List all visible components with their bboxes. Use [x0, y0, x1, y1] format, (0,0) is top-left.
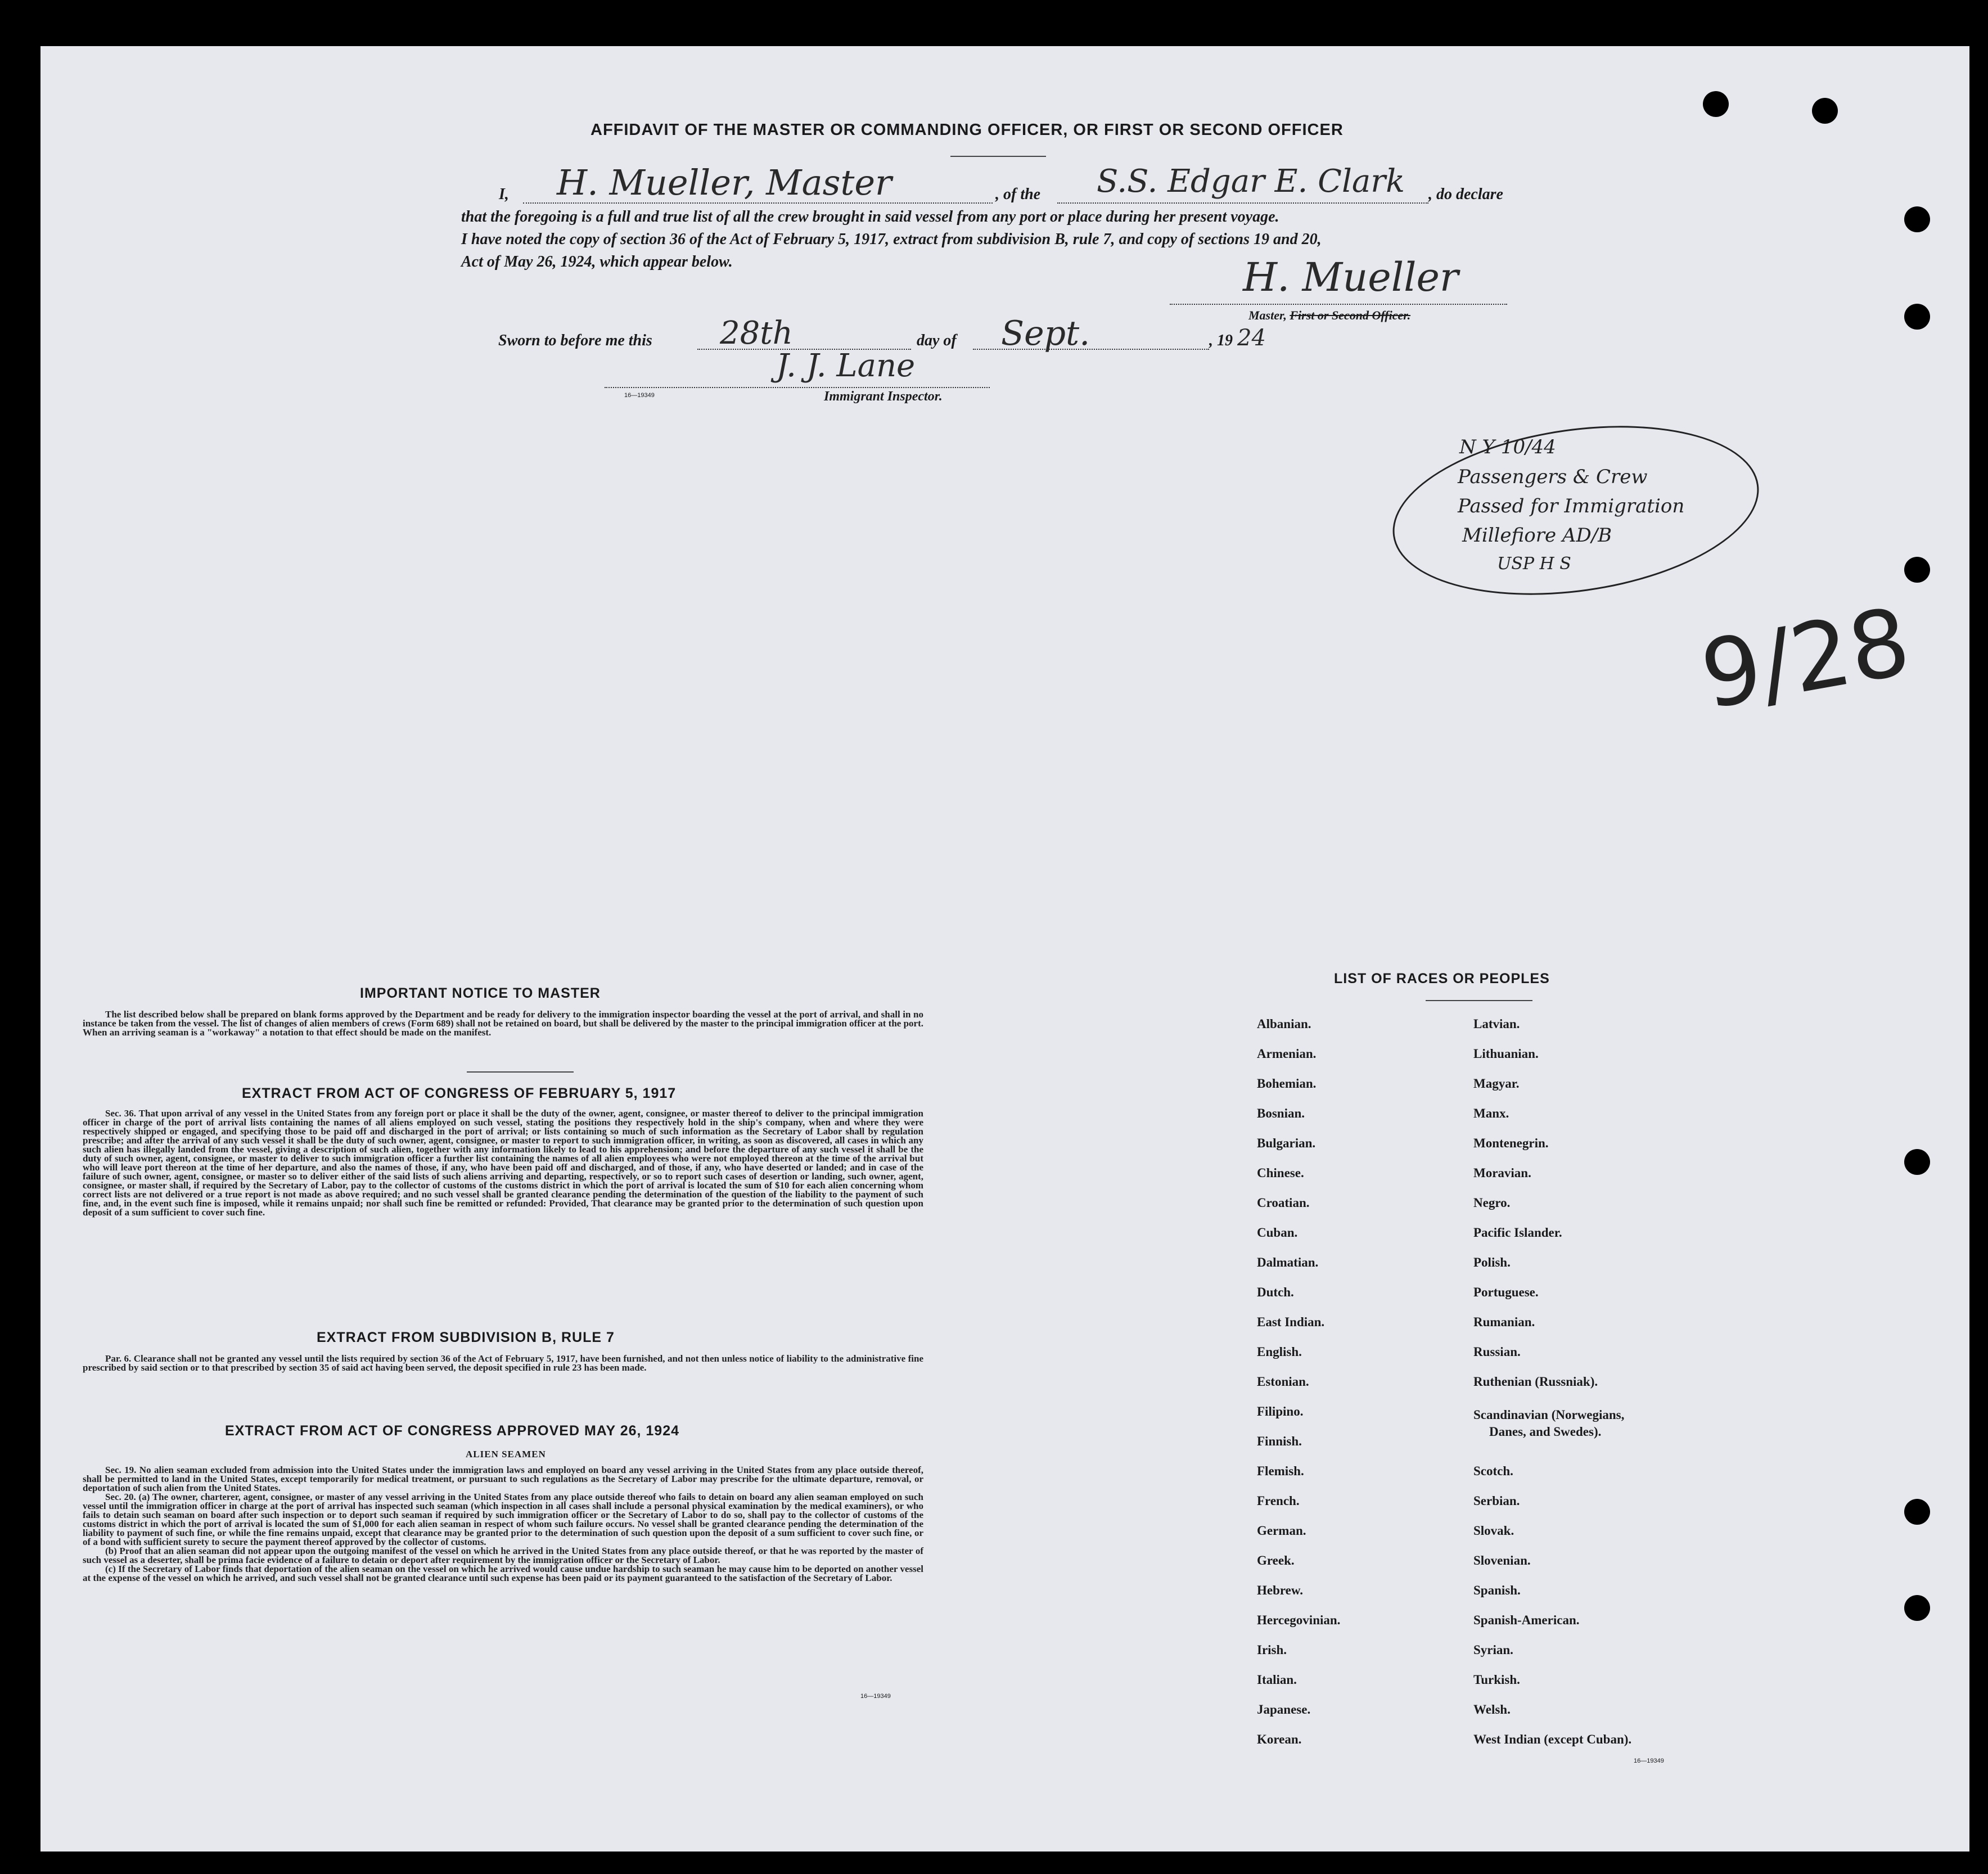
race-item: Portuguese.	[1473, 1285, 1539, 1299]
race-item: Turkish.	[1473, 1673, 1520, 1687]
i-label: I,	[499, 186, 509, 203]
race-item: Flemish.	[1257, 1464, 1304, 1478]
par-6-paragraph: Par. 6. Clearance shall not be granted any vessel until the lists required by section 36 of the Act of February 5, 1917, have been furnished, and not then unless notice of liability to the administrative fine prescribed by said section or to that prescribed by section 35 of said act having been served, the deposit specified in rule 23 has been made.	[83, 1353, 923, 1373]
form-number-top: 16—19349	[624, 392, 655, 399]
race-item: Japanese.	[1257, 1702, 1311, 1717]
year-handwriting: 24	[1237, 325, 1266, 351]
races-heading: LIST OF RACES OR PEOPLES	[1334, 971, 1550, 986]
inspector-line	[605, 387, 990, 388]
race-item: Danes, and Swedes).	[1489, 1425, 1602, 1439]
race-item: Finnish.	[1257, 1434, 1302, 1448]
race-item: Hebrew.	[1257, 1583, 1303, 1597]
extract-1917-heading: EXTRACT FROM ACT OF CONGRESS OF FEBRUARY 5, 1917	[242, 1085, 677, 1101]
signature-line	[1170, 304, 1507, 305]
race-item: Lithuanian.	[1473, 1047, 1539, 1061]
punch-hole	[1904, 304, 1930, 330]
race-item: Scotch.	[1473, 1464, 1513, 1478]
stamp-line-5: USP H S	[1497, 554, 1571, 574]
race-item: East Indian.	[1257, 1315, 1325, 1329]
race-item: Polish.	[1473, 1255, 1511, 1269]
subdivision-b-heading: EXTRACT FROM SUBDIVISION B, RULE 7	[317, 1330, 615, 1345]
races-divider	[1426, 1000, 1532, 1001]
signer-label-master: Master,	[1248, 308, 1287, 322]
race-item: German.	[1257, 1524, 1306, 1538]
section-20b-paragraph: (b) Proof that an alien seaman did not appear upon the outgoing manifest of the vessel on which he arrived in the United States from any place outside thereof, or that he was reported by the master of such vessel as a deserter, shall be prima facie evidence of a failure to detain or deport after requirement by the immigration officer or the Secretary of Labor.	[83, 1546, 923, 1565]
year-prefix: , 19	[1209, 332, 1233, 349]
race-item: Rumanian.	[1473, 1315, 1535, 1329]
master-signature: H. Mueller	[1243, 254, 1459, 300]
notice-text	[83, 1010, 923, 1037]
race-item: Korean.	[1257, 1732, 1302, 1746]
race-item: Cuban.	[1257, 1226, 1298, 1240]
do-declare-label: , do declare	[1428, 186, 1503, 203]
race-item: Irish.	[1257, 1643, 1287, 1657]
race-item: Croatian.	[1257, 1196, 1310, 1210]
race-item: West Indian (except Cuban).	[1473, 1732, 1632, 1746]
race-item: Spanish.	[1473, 1583, 1521, 1597]
master-name-handwriting: H. Mueller, Master	[557, 162, 892, 203]
inspector-label: Immigrant Inspector.	[824, 389, 943, 404]
declaration-line-2: that the foregoing is a full and true list of all the crew brought in said vessel from any port or place during her present voyage.	[461, 208, 1279, 226]
race-item: Welsh.	[1473, 1702, 1511, 1717]
race-item: Scandinavian (Norwegians,	[1473, 1408, 1625, 1422]
race-item: Syrian.	[1473, 1643, 1513, 1657]
race-item: Chinese.	[1257, 1166, 1304, 1180]
punch-hole	[1904, 1595, 1930, 1621]
stamp-line-4: Millefiore AD/B	[1462, 524, 1612, 547]
race-item: Italian.	[1257, 1673, 1297, 1687]
sworn-label: Sworn to before me this	[498, 332, 652, 349]
section-20a-paragraph: Sec. 20. (a) The owner, charterer, agent, consignee, or master of any vessel arriving in the United States from any place outside thereof who fails to detain on board any alien seaman employed on such vessel until the immigration officer in charge at the port of arrival has inspected such seaman (which inspection in all cases shall include a personal physical examination by the medical examiners), or who fails to detain such seaman on board after such inspection or to deport such seaman if required by such immigration officer or the Secretary of Labor to do so, shall pay to the collector of customs of the customs district in which the port of arrival is located the sum of $1,000 for each alien seaman in respect of whom such failure occurs. No vessel shall be granted clearance pending the determination of the liability to payment of such fine, or while the fine remains unpaid, except that clearance may be granted prior to the determination of such question upon the deposit of a sum sufficient to cover such fine, or of a bond with sufficient surety to secure the payment thereof approved by the collector of customs.	[83, 1492, 923, 1547]
race-item: English.	[1257, 1345, 1302, 1359]
race-item: Albanian.	[1257, 1017, 1311, 1031]
race-item: Armenian.	[1257, 1047, 1317, 1061]
race-item: Greek.	[1257, 1553, 1295, 1567]
punch-hole	[1703, 91, 1729, 117]
section-divider	[467, 1071, 574, 1073]
race-item: Latvian.	[1473, 1017, 1520, 1031]
race-item: Hercegovinian.	[1257, 1613, 1341, 1627]
punch-hole	[1904, 1149, 1930, 1175]
affidavit-title: AFFIDAVIT OF THE MASTER OR COMMANDING OFFICER, OR FIRST OR SECOND OFFICER	[590, 121, 1344, 139]
punch-hole	[1812, 98, 1838, 124]
section-20c-paragraph: (c) If the Secretary of Labor finds that deportation of the alien seaman on the vessel on which he arrived would cause undue hardship to such seaman he may cause him to be deported on another vessel at the expense of the vessel on which he arrived, and such vessel shall not be granted clearance until such expense has been paid or its payment guaranteed to the satisfaction of the Secretary of Labor.	[83, 1564, 923, 1583]
vessel-line	[1057, 202, 1428, 204]
vessel-name-handwriting: S.S. Edgar E. Clark	[1097, 163, 1405, 200]
race-item: Estonian.	[1257, 1375, 1309, 1389]
race-item: Spanish-American.	[1473, 1613, 1580, 1627]
race-item: French.	[1257, 1494, 1300, 1508]
race-item: Moravian.	[1473, 1166, 1531, 1180]
race-item: Slovak.	[1473, 1524, 1514, 1538]
race-item: Dutch.	[1257, 1285, 1294, 1299]
declaration-line-3: I have noted the copy of section 36 of the Act of February 5, 1917, extract from subdivision B, rule 7, and copy of sections 19 and 20,	[461, 231, 1322, 248]
race-item: Bosnian.	[1257, 1106, 1305, 1120]
race-item: Dalmatian.	[1257, 1255, 1319, 1269]
race-item: Pacific Islander.	[1473, 1226, 1562, 1240]
race-item: Bulgarian.	[1257, 1136, 1316, 1150]
declaration-line-4: Act of May 26, 1924, which appear below.	[461, 253, 733, 271]
stamp-line-3: Passed for Immigration	[1458, 495, 1685, 517]
race-item: Ruthenian (Russniak).	[1473, 1375, 1598, 1389]
race-item: Montenegrin.	[1473, 1136, 1549, 1150]
signer-label	[1248, 308, 1410, 323]
race-item: Manx.	[1473, 1106, 1509, 1120]
title-divider	[950, 156, 1046, 157]
race-item: Magyar.	[1473, 1076, 1520, 1091]
punch-hole	[1904, 206, 1930, 232]
margin-date-note: 9/28	[1693, 587, 1918, 730]
alien-seamen-subheading: ALIEN SEAMEN	[466, 1449, 546, 1459]
race-item: Serbian.	[1473, 1494, 1520, 1508]
race-item: Filipino.	[1257, 1404, 1304, 1418]
inspector-signature: J. J. Lane	[776, 348, 916, 384]
extract-1917-text	[83, 1109, 923, 1217]
stamp-line-2: Passengers & Crew	[1458, 466, 1648, 488]
form-number-bottom-left: 16—19349	[860, 1693, 891, 1700]
section-19-paragraph: Sec. 19. No alien seaman excluded from admission into the United States under the immigration laws and employed on board any vessel arriving in the United States from any place outside thereof, shall be permitted to land in the United States, except temporarily for medical treatment, or pursuant to such regulations as the Secretary of Labor may prescribe for the ultimate departure, removal, or deportation of such alien from the United States.	[83, 1465, 923, 1493]
race-item: Negro.	[1473, 1196, 1511, 1210]
race-item: Russian.	[1473, 1345, 1521, 1359]
notice-heading: IMPORTANT NOTICE TO MASTER	[360, 985, 601, 1001]
month-handwriting: Sept.	[1001, 314, 1090, 353]
race-item: Slovenian.	[1473, 1553, 1531, 1567]
extract-1924-text	[83, 1466, 923, 1583]
day-of-label: day of	[917, 332, 957, 349]
form-number-bottom-right: 16—19349	[1634, 1758, 1664, 1764]
subdivision-b-text	[83, 1354, 923, 1372]
punch-hole	[1904, 557, 1930, 583]
stamp-line-1: N Y 10/44	[1459, 436, 1556, 458]
of-the-label: , of the	[995, 186, 1041, 203]
day-handwriting: 28th	[720, 315, 793, 352]
extract-1924-heading: EXTRACT FROM ACT OF CONGRESS APPROVED MAY 26, 1924	[225, 1423, 680, 1439]
signer-label-struck: First or Second Officer.	[1290, 308, 1411, 322]
section-36-paragraph: Sec. 36. That upon arrival of any vessel in the United States from any foreign port or place it shall be the duty of the owner, agent, consignee, or master thereof to deliver to the principal immigration officer in charge of the port of arrival lists containing the names of all aliens employed on such vessel, stating the positions they respectively hold in the ship's company, when and where they were respectively shipped or engaged, and specifying those to be paid off and discharged in the port of arrival; or lists containing so much of such information as the Secretary of Labor shall by regulation prescribe; and after the arrival of any such vessel it shall be the duty of such owner, agent, consignee, or master to report to such immigration officer, in writing, as soon as discovered, all cases in which any such alien has illegally landed from the vessel, giving a description of such alien, together with any information likely to lead to his apprehension; and before the departure of any such vessel it shall be the duty of such owner, agent, consignee, or master to deliver to such immigration officer a further list containing the names of all alien employees who were not employed thereon at the time of the arrival but who will leave port thereon at the time of her departure, and also the names of those, if any, who have been paid off and discharged, and of those, if any, who have deserted or landed; and in case of the failure of such owner, agent, consignee, or master so to deliver either of the said lists of such aliens arriving and departing, respectively, or so to report such cases of desertion or landing, such owner, agent, consignee, or master shall, if required by the Secretary of Labor, pay to the collector of customs of the customs district in which the port of arrival is located the sum of $10 for each alien concerning whom correct lists are not delivered or a true report is not made as above required; and no such vessel shall be granted clearance pending the determination of the question of the liability to the payment of such fine, and, in the event such fine is imposed, while it remains unpaid; nor shall such fine be remitted or refunded: Provided, That clearance may be granted prior to the determination of such question upon deposit of a sum sufficient to cover such fine.	[83, 1108, 923, 1218]
race-item: Bohemian.	[1257, 1076, 1317, 1091]
punch-hole	[1904, 1499, 1930, 1525]
notice-paragraph: The list described below shall be prepared on blank forms approved by the Department and be ready for delivery to the immigration inspector boarding the vessel at the port of arrival, and shall in no instance be taken from the vessel. The list of changes of alien members of crews (Form 689) shall not be retained on board, but shall be delivered by the master to the principal immigration officer at the port. When an arriving seaman is a "workaway" a notation to that effect should be made on the manifest.	[83, 1009, 923, 1038]
